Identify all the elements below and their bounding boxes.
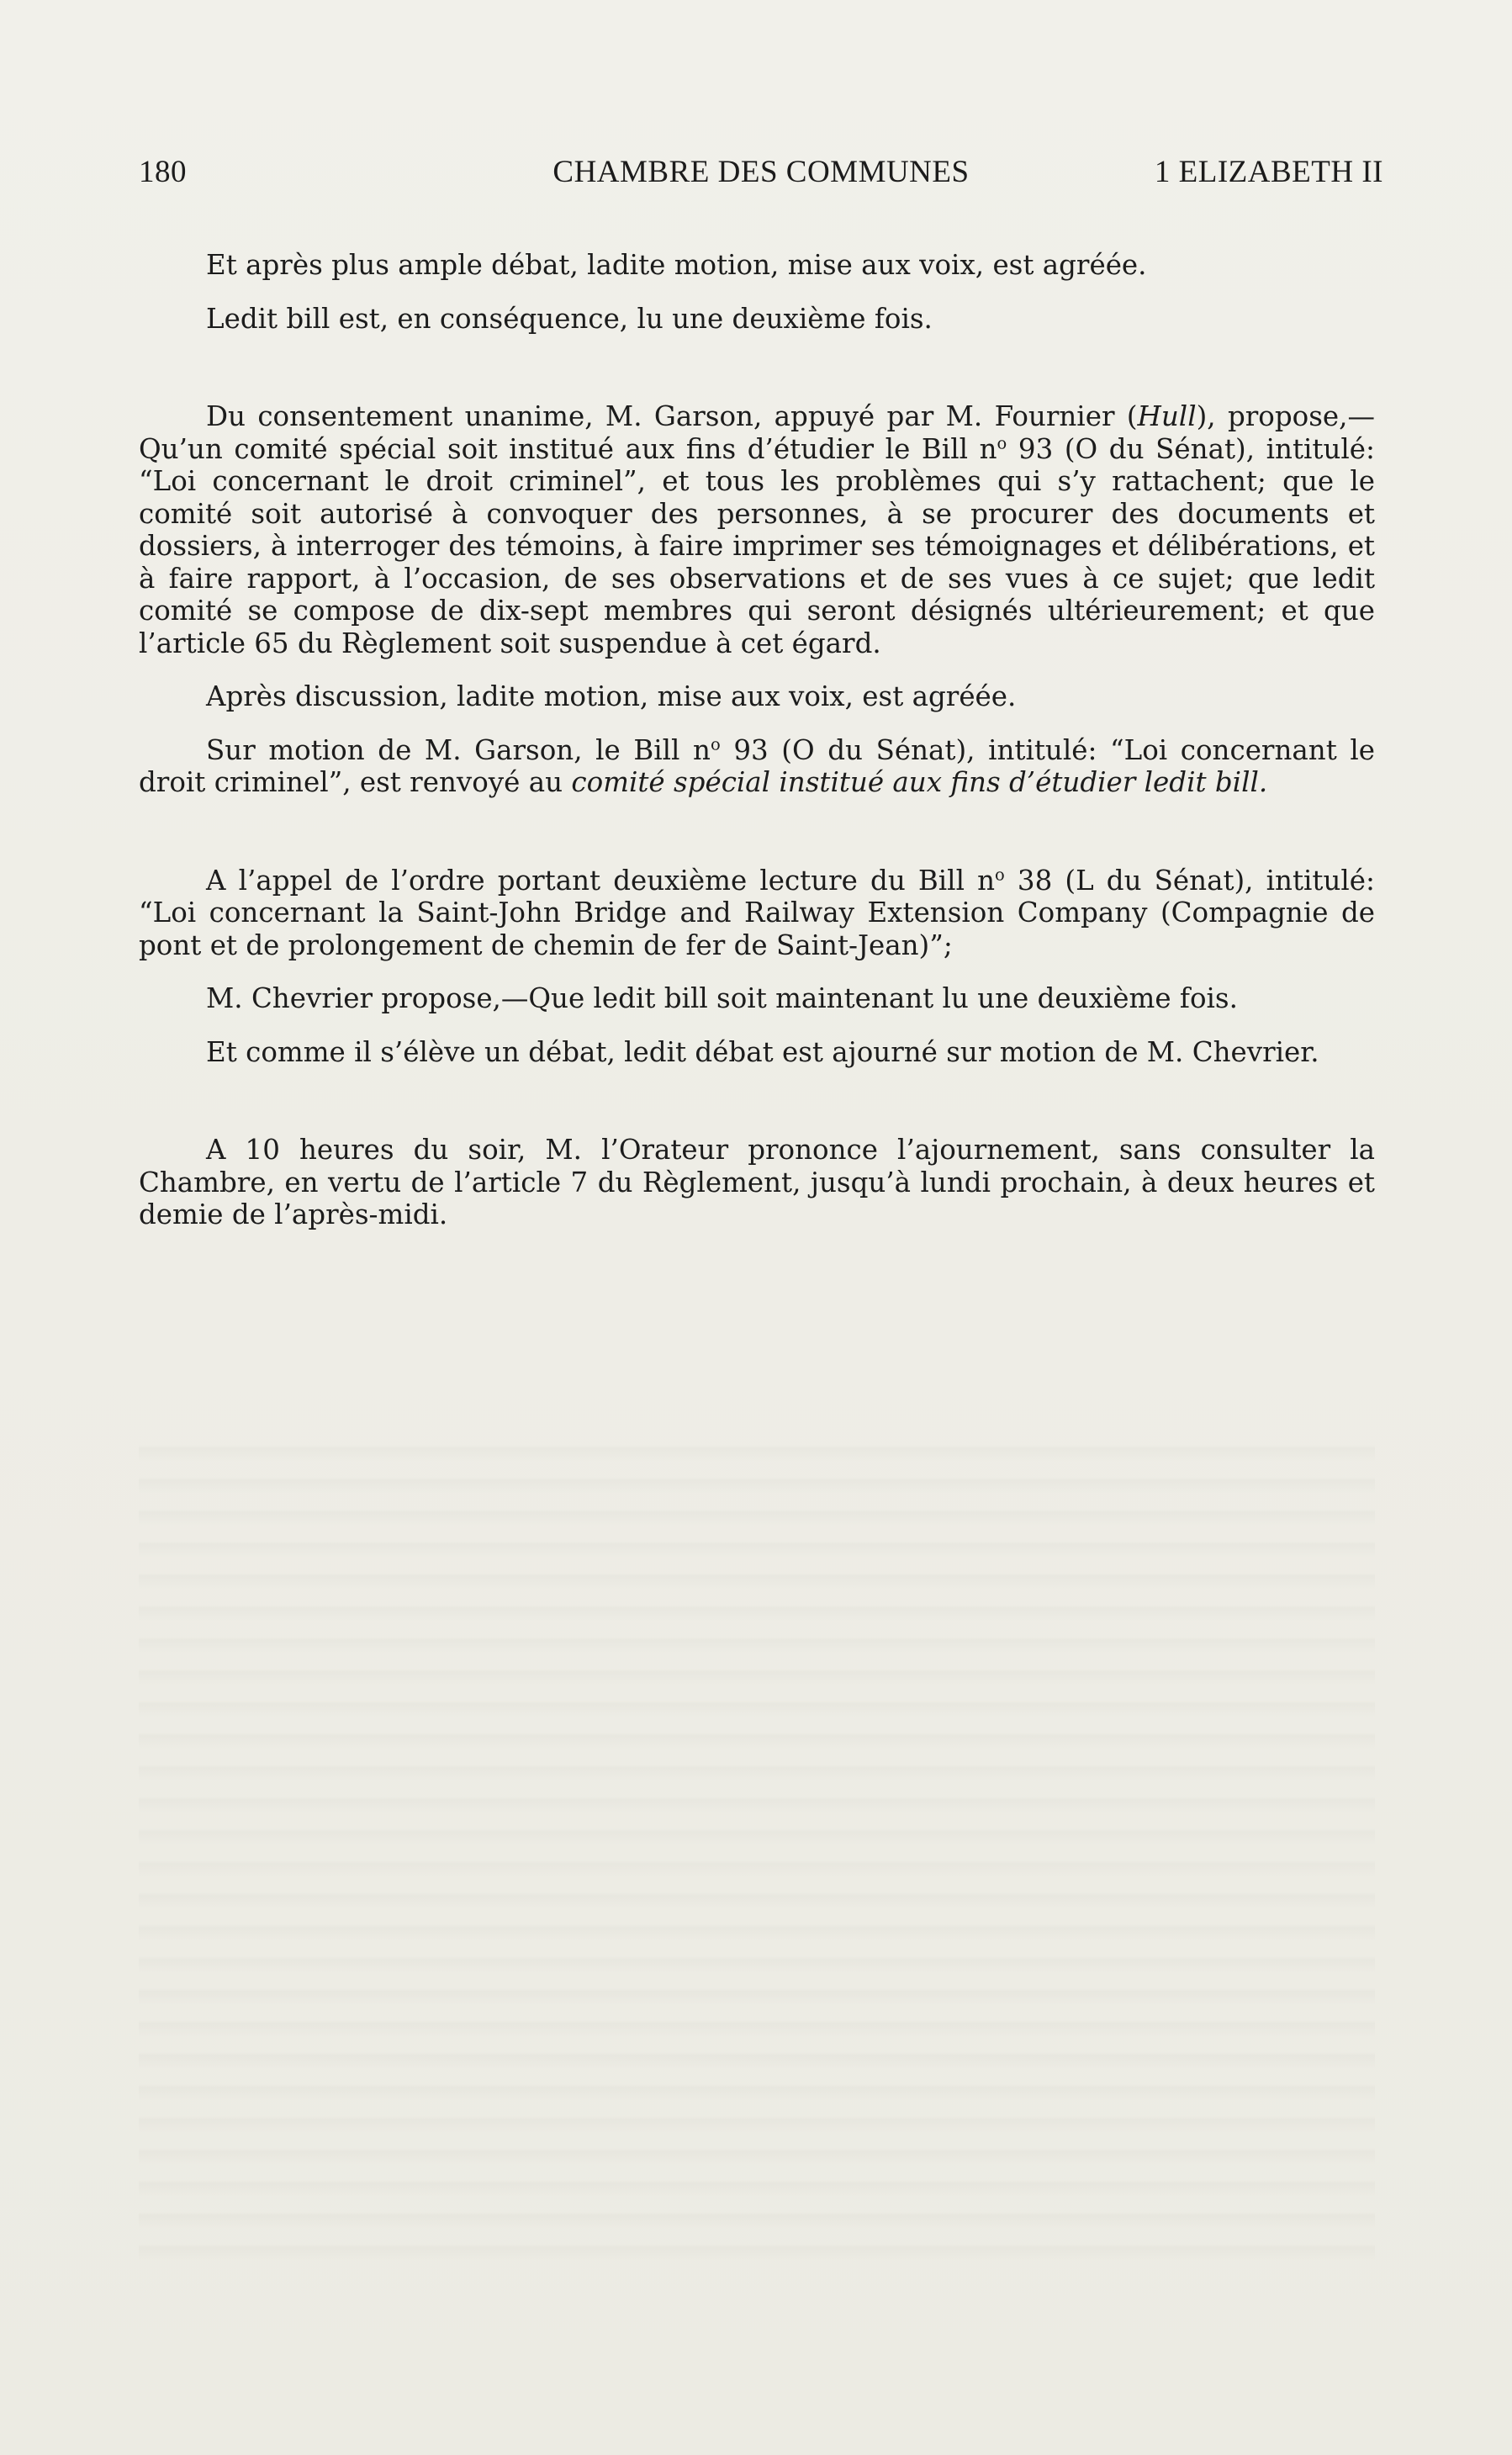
- running-header: [139, 154, 1383, 201]
- journal-entries: [139, 249, 1375, 1231]
- referral-text-mid: 93 (O du Sénat), intitulé: “Loi concernant le droit criminel”, est renvoyé au: [139, 733, 1375, 798]
- paragraph-debate-agreed: Et après plus ample débat, ladite motion, mise aux voix, est agréée.: [206, 249, 1147, 281]
- referral-text-start: Sur motion de M. Garson, le Bill n: [206, 733, 711, 766]
- paragraph-house-adjournment: A 10 heures du soir, M. l’Orateur prononce l’ajournement, sans consulter la Chambre, en vertu de l’article 7 du Règlement, jusqu’à lundi prochain, à deux heures et demie de l’après-midi.: [139, 1134, 1375, 1230]
- motion-text-mid: ), propose,—Qu’un comité spécial soit institué aux fins d’étudier le Bill n: [139, 400, 1375, 465]
- paragraph-special-committee-motion: [139, 400, 1375, 659]
- paragraph-discussion-agreed: Après discussion, ladite motion, mise aux voix, est agréée.: [206, 680, 1017, 712]
- page-number: 180: [139, 155, 187, 189]
- number-superscript: o: [710, 733, 721, 754]
- show-through-texture: [139, 1430, 1375, 2271]
- paragraph-debate-adjourned: Et comme il s’élève un débat, ledit débat est ajourné sur motion de M. Chevrier.: [206, 1035, 1319, 1068]
- riding-name: Hull: [1137, 400, 1197, 432]
- order-text-end: 38 (L du Sénat), intitulé: “Loi concernant la Saint-John Bridge and Railway Extension Company (Compagnie de pont et de prolongement de chemin de fer de Saint-Jean)”;: [139, 864, 1375, 961]
- motion-text-start: Du consentement unanime, M. Garson, appuyé par M. Fournier (: [206, 400, 1138, 432]
- paragraph-bill-38-order: [139, 865, 1375, 962]
- number-superscript: o: [997, 432, 1007, 452]
- paragraph-chevrier-motion: M. Chevrier propose,—Que ledit bill soit maintenant lu une deuxième fois.: [206, 982, 1238, 1014]
- header-reign: 1 ELIZABETH II: [1154, 155, 1383, 189]
- paragraph-bill-referred: [139, 734, 1375, 799]
- order-text-start: A l’appel de l’ordre portant deuxième lecture du Bill n: [206, 864, 996, 897]
- header-title: CHAMBRE DES COMMUNES: [552, 155, 970, 189]
- number-superscript: o: [995, 864, 1005, 884]
- committee-name: comité spécial institué aux fins d’étudier ledit bill.: [571, 766, 1268, 798]
- motion-text-end: 93 (O du Sénat), intitulé: “Loi concernant le droit criminel”, et tous les problèmes qui s’y rattachent; que le comité soit autorisé à convoquer des personnes, à se procurer des documents et dossiers, à interroger des témoins, à faire imprimer ses témoignages et délibérations, et à faire rapport, à l’occasion, de ses observations et de ses vues à ce sujet; que ledit comité se compose de dix-sept membres qui seront désignés ultérieurement; et que l’article 65 du Règlement soit suspendue à cet égard.: [139, 432, 1375, 659]
- paragraph-second-reading: Ledit bill est, en conséquence, lu une deuxième fois.: [206, 302, 933, 335]
